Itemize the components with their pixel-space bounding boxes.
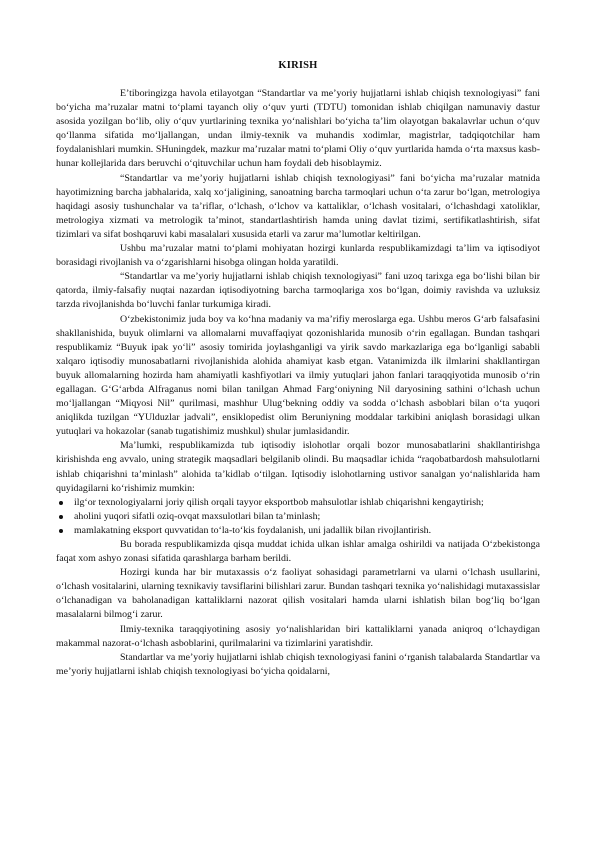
page-title: KIRISH xyxy=(278,60,318,71)
paragraph-heritage: O‘zbekistonimiz juda boy va ko‘hna madaniy va ma’rifiy meroslarga ega. Ushbu meros G‘arb falsafasini shakllanishida, buyuk olimlarni va allomalarni muvaffaqiyat qozonishlarida munosib o‘rin egallagan. Bundan tashqari respublikamiz “Buyuk ipak yo‘li” asosiy tomirida joylashganligi va yirik savdo markazlariga ega bo‘lganligi sababli xalqaro iqtisodiy munosabatlarni rivojlanishida alohida ahamiyat kasb etgan. Vatanimizda ilk ilmlarini shakllantirgan buyuk allomalarning hozirda ham ahamiyatli kashfiyotlari va ilmiy yutuqlari jahon fanlari taraqqiyotida munosib o‘rin egallagan. G‘G‘arbda Alfraganus nomi bilan tanilgan Ahmad Farg‘oniyning Nil daryosining sathini o‘lchash uchun mo‘ljallangan “Miqyosi Nil” qurilmasi, mashhur Ulug‘bekning oddiy va sodda o‘lchash asboblari bilan o‘ta yuqori aniqlikda tuzilgan “YUlduzlar jadvali”, ensiklopedist olim Beruniyning moddalar tarkibini aniqlash borasidagi ulkan yutuqlari va hokazolar (sanab tugatishimiz mushkul) shular jumlasidandir. xyxy=(56,313,540,438)
paragraph-progress: Ilmiy-texnika taraqqiyotining asosiy yo‘nalishlaridan biri kattaliklarni yanada aniqroq o‘lchaydigan makammal nazorat-o‘lchash asboblarini, qurilmalarini va tizimlarini yaratishdir. xyxy=(56,623,540,649)
bullet-list xyxy=(56,496,540,538)
list-item: aholini yuqori sifatli oziq-ovqat maxsulotlari bilan ta’minlash; xyxy=(56,510,540,524)
paragraph-results: Bu borada respublikamizda qisqa muddat ichida ulkan ishlar amalga oshirildi va natijada O‘zbekistonga faqat xom ashyo zonasi sifatida qarashlarga barham berildi. xyxy=(56,539,540,565)
document-page xyxy=(56,60,540,679)
paragraph-specialists: Hozirgi kunda har bir mutaxassis o‘z faoliyat sohasidagi parametrlarni va ularni o‘lchash usullarini, o‘lchash vositalarini, ularning texnikaviy tavsiflarini bilishlari zarur. Bundan tashqari texnika yo‘nalishidagi mutaxassislar o‘lchanadigan va baholanadigan kattaliklarni nazorat qilish vositalari hamda ularni ishlatish bilan bog‘liq bo‘lgan masalalarni bilmog‘i zarur. xyxy=(56,567,540,621)
paragraph-purpose: Ushbu ma’ruzalar matni to‘plami mohiyatan hozirgi kunlarda respublikamizdagi ta’lim va iqtisodiyot borasidagi rivojlanish va o‘zgarishlarni hisobga olingan holda yaratildi. xyxy=(56,243,540,269)
paragraph-reforms: Ma’lumki, respublikamizda tub iqtisodiy islohotlar orqali bozor munosabatlarini shakllantirishga kirishishda eng avvalo, uning strategik maqsadlari belgilanib olindi. Bu maqsadlar ichida “raqobatbardosh mahsulotlarni ishlab chiqarishni ta’minlash” alohida ta’kidlab o‘tilgan. Iqtisodiy islohotlarning ustivor sanalgan yo‘nalishlarida ham quyidagilarni ko‘rishimiz mumkin: xyxy=(56,440,540,494)
paragraph-history: “Standartlar va me’yoriy hujjatlarni ishlab chiqish texnologiyasi” fani uzoq tarixga ega bo‘lishi bilan bir qatorda, ilmiy-falsafiy nuqtai nazardan iqtisodiyotning barcha tarmoqlariga xos bo‘lgan, doimiy ravishda va uzluksiz tarzda rivojlanishda bo‘luvchi fanlar turkumiga kiradi. xyxy=(56,271,540,311)
paragraph-subject: “Standartlar va me’yoriy hujjatlarni ishlab chiqish texnologiyasi” fani bo‘yicha ma’ruzalar matnida hayotimizning barcha jabhalarida, xalq xo‘jaligining, sanoatning barcha tarmoqlari uchun o‘ta zarur bo‘lgan, metrologiya haqidagi asosiy tushunchalar va ta’riflar, o‘lchash, o‘lchov va kattaliklar, o‘lchash vositalari, o‘lchashdagi xatoliklar, metrologiya xizmati va metrologik ta’minot, standartlashtirish hamda uning davlat tizimi, sertifikatlashtirish, sifat tizimlari va sifat boshqaruvi kabi masalalari xususida etarli va zarur ma’lumotlar keltirilgan. xyxy=(56,172,540,240)
list-item: mamlakatning eksport quvvatidan to‘la-to‘kis foydalanish, uni jadallik bilan rivojlantirish. xyxy=(56,524,540,538)
paragraph-study: Standartlar va me’yoriy hujjatlarni ishlab chiqish texnologiyasi fanini o‘rganish talabalarda Standartlar va me’yoriy hujjatlarni ishlab chiqish texnologiyasi bo‘yicha qoidalarni, xyxy=(56,651,540,677)
paragraph-intro: E’tiboringizga havola etilayotgan “Standartlar va me’yoriy hujjatlarni ishlab chiqish texnologiyasi” fani bo‘yicha ma’ruzalar matni to‘plami tayanch oliy o‘quv yurti (TDTU) tomonidan ishlab chiqilgan namunaviy dastur asosida yozilgan bo‘lib, oliy o‘quv yurtlarining texnika yo‘nalishlari bo‘yicha ta’lim olayotgan bakalavrlar uchun o‘quv qo‘llanma sifatida mo‘ljallangan, undan ilmiy-texnik va muhandis xodimlar, magistrlar, tadqiqotchilar ham foydalanishlari mumkin. SHuningdek, mazkur ma’ruzalar matni to‘plami Oliy o‘quv yurtlarida hamda o‘rta maxsus kasb-hunar kollejlarida dars beruvchi o‘qituvchilar uchun ham foydali deb hisoblaymiz. xyxy=(56,88,540,170)
list-item: ilg‘or texnologiyalarni joriy qilish orqali tayyor eksportbob mahsulotlar ishlab chiqarishni kengaytirish; xyxy=(56,496,540,510)
